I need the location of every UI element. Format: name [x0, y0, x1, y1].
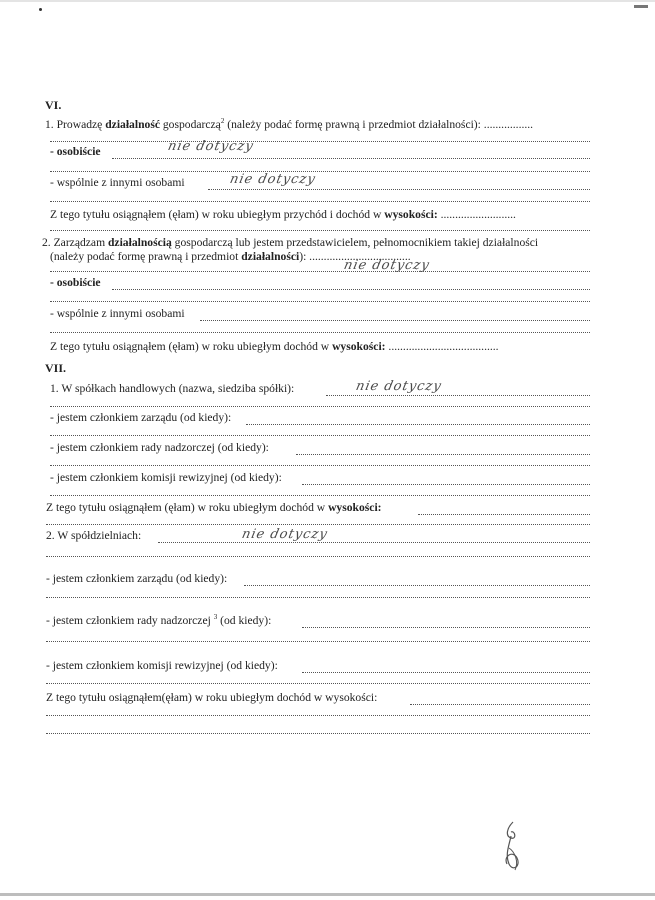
handwritten-answer: nie dotyczy	[240, 527, 330, 542]
item-text: (należy podać formę prawną i przedmiot działalności): .................	[224, 118, 534, 131]
section-heading-vii: VII.	[45, 361, 67, 375]
rada-line	[46, 614, 271, 628]
fill-line	[418, 513, 590, 515]
wspolnie-label: - wspólnie z innymi osobami	[50, 176, 185, 189]
fill-line	[302, 671, 590, 673]
fill-line	[112, 288, 590, 290]
item-text: (od kiedy):	[217, 614, 272, 627]
item-text: Z tego tytułu osiągnąłem (ęłam) w roku ubiegłym przychód i dochód w	[50, 208, 385, 221]
fill-line	[50, 464, 590, 466]
fill-line	[112, 157, 590, 159]
item-text: gospodarczą lub jestem przedstawicielem, pełnomocnikiem takiej działalności	[171, 236, 539, 249]
fill-line	[46, 555, 590, 557]
item-text-bold: wysokości:	[332, 340, 386, 353]
fill-line	[50, 170, 590, 172]
zarzad-line: - jestem członkiem zarządu (od kiedy):	[50, 411, 232, 424]
fill-line	[158, 541, 590, 543]
item-text-bold: działalność	[105, 118, 160, 131]
scan-edge-top	[0, 0, 655, 2]
fill-line	[50, 229, 590, 231]
rada-line: - jestem członkiem rady nadzorczej (od kiedy):	[50, 441, 269, 454]
income-statement: Z tego tytułu osiągnąłem(ęłam) w roku ubiegłym dochód w wysokości:	[46, 691, 378, 704]
fill-line	[46, 596, 590, 598]
income-statement	[46, 501, 382, 515]
item-text: Z tego tytułu osiągnąłem (ęłam) w roku ubiegłym dochód w	[50, 340, 333, 353]
wspolnie-label: - wspólnie z innymi osobami	[50, 307, 185, 320]
item-text: 1. Prowadzę	[45, 118, 106, 131]
handwritten-answer: nie dotyczy	[342, 258, 432, 273]
fill-line	[208, 188, 590, 190]
item-text: - jestem członkiem rady nadzorczej	[46, 614, 214, 627]
osobiscie-label: - osobiście	[50, 145, 101, 158]
item-text: ......................................	[385, 340, 499, 353]
fill-line	[50, 200, 590, 202]
scan-mark	[634, 5, 648, 8]
item-2-cooperatives: 2. W spółdzielniach:	[46, 529, 142, 542]
item-text-bold: wysokości:	[384, 208, 438, 221]
item-2-management	[42, 236, 538, 250]
fill-line	[302, 626, 590, 628]
section-heading-vi: VI.	[45, 98, 62, 112]
scan-edge-bottom	[0, 893, 655, 896]
fill-line	[46, 714, 590, 716]
fill-line	[410, 703, 590, 705]
item-text: gospodarczą	[159, 118, 221, 131]
income-statement	[50, 340, 499, 354]
fill-line	[302, 483, 590, 485]
fill-line	[296, 453, 590, 455]
komisja-line: - jestem członkiem komisji rewizyjnej (od kiedy):	[46, 659, 278, 672]
item-text-bold: działalności	[241, 250, 300, 263]
handwritten-answer: nie dotyczy	[166, 139, 256, 154]
signature-initials	[495, 818, 535, 874]
item-text: Z tego tytułu osiągnąłem (ęłam) w roku ubiegłym dochód w	[46, 501, 329, 514]
item-text: 2. Zarządzam	[42, 236, 108, 249]
fill-line	[50, 434, 590, 436]
handwritten-answer: nie dotyczy	[354, 379, 444, 394]
income-statement	[50, 208, 516, 222]
zarzad-line: - jestem członkiem zarządu (od kiedy):	[46, 572, 228, 585]
fill-line	[326, 394, 590, 396]
fill-line	[50, 494, 590, 496]
fill-line	[50, 270, 590, 272]
fill-line	[50, 331, 590, 333]
footnote-ref: 2	[220, 118, 225, 126]
footnote-ref: 3	[213, 614, 218, 622]
fill-line	[244, 584, 590, 586]
fill-line	[46, 732, 590, 734]
item-1-business	[45, 118, 533, 132]
item-1-companies: 1. W spółkach handlowych (nazwa, siedziba spółki):	[50, 382, 295, 395]
handwritten-answer: nie dotyczy	[228, 172, 318, 187]
fill-line	[50, 300, 590, 302]
fill-line	[46, 523, 590, 525]
fill-line	[200, 319, 590, 321]
fill-line	[46, 640, 590, 642]
item-text: ..........................	[437, 208, 516, 221]
fill-line	[50, 405, 590, 407]
scan-mark	[39, 8, 42, 11]
fill-line	[50, 140, 590, 142]
item-text: ): ...................................	[299, 250, 411, 263]
item-text-bold: wysokości:	[328, 501, 382, 514]
fill-line	[246, 423, 590, 425]
item-text-bold: działalnością	[107, 236, 172, 249]
komisja-line: - jestem członkiem komisji rewizyjnej (od kiedy):	[50, 471, 282, 484]
osobiscie-label: - osobiście	[50, 276, 101, 289]
item-text: (należy podać formę prawną i przedmiot	[50, 250, 242, 263]
fill-line	[46, 682, 590, 684]
